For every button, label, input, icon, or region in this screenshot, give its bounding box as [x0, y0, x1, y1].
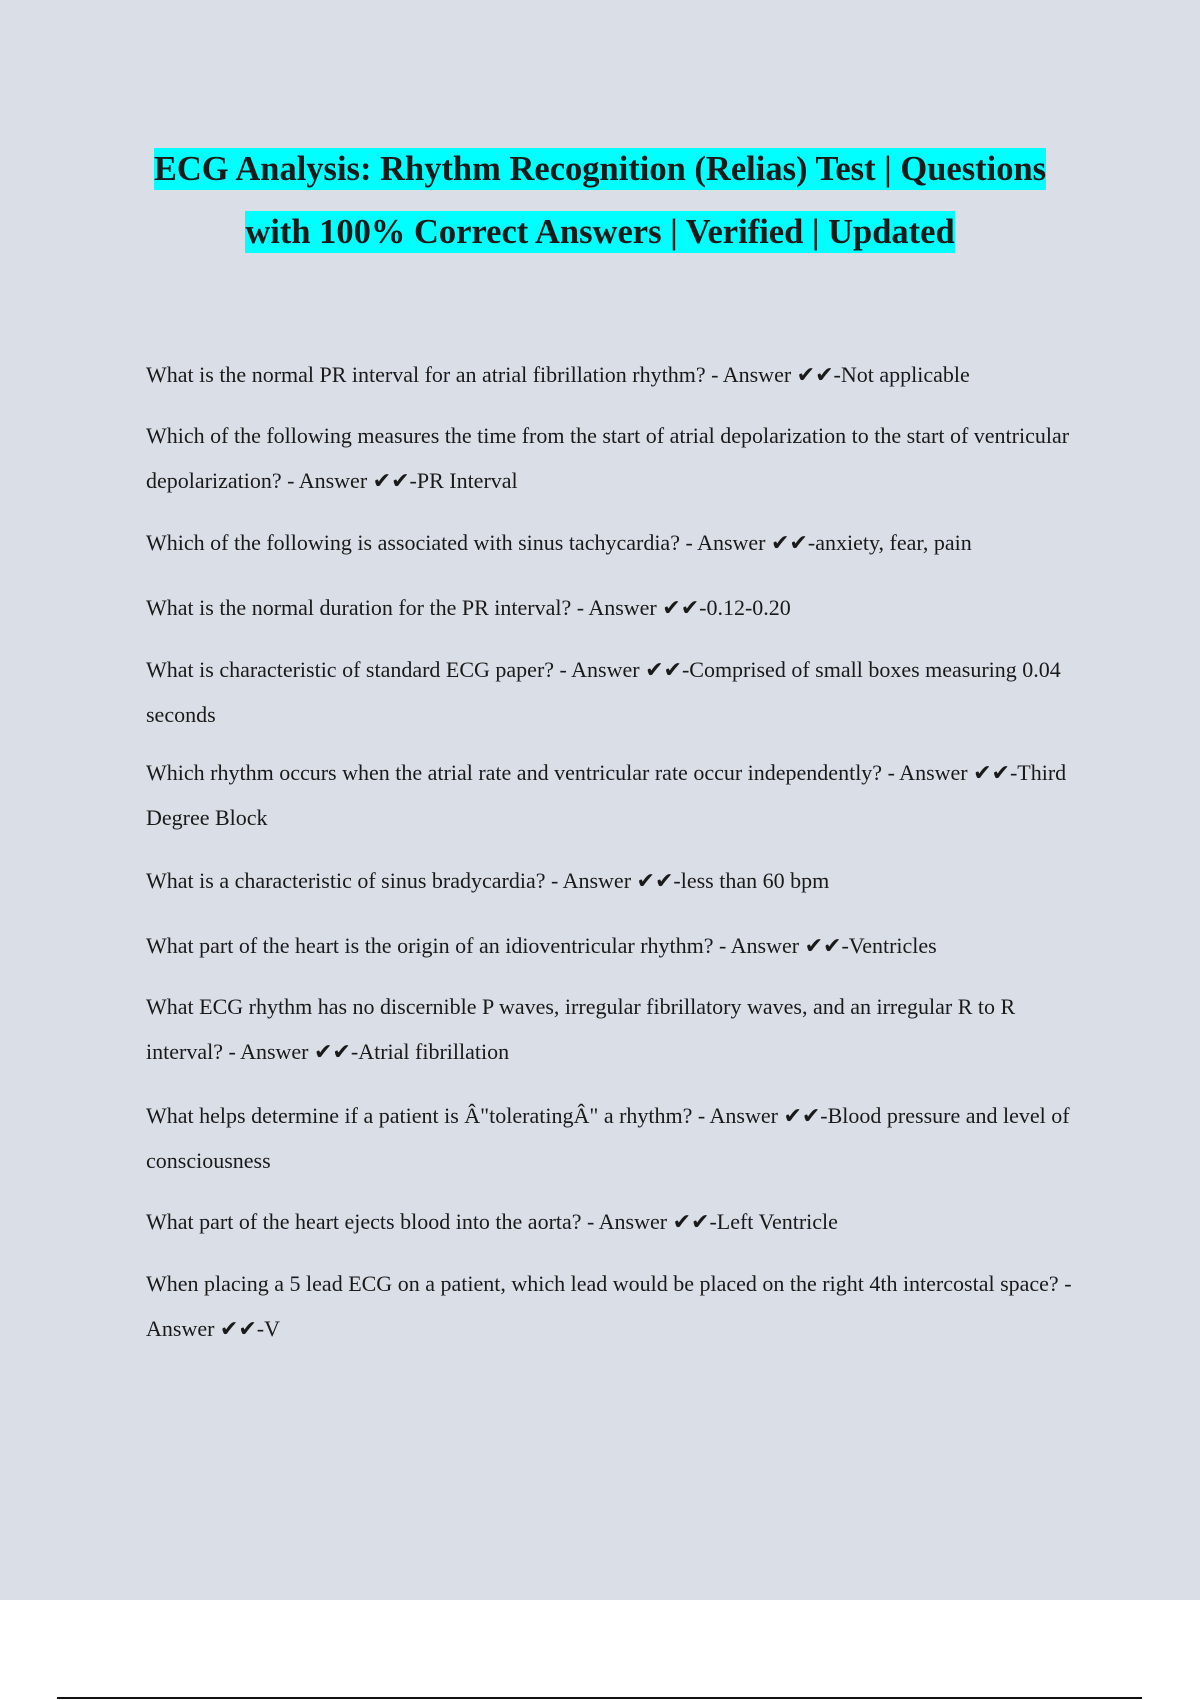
qa-item: When placing a 5 lead ECG on a patient, which lead would be placed on the right 4th intercostal space? - Answer ✔✔-V [146, 1271, 1072, 1341]
qa-item: What part of the heart is the origin of an idioventricular rhythm? - Answer ✔✔-Ventricles [146, 933, 937, 958]
qa-item: Which rhythm occurs when the atrial rate and ventricular rate occur independently? - Answer ✔✔-Third Degree Block [146, 760, 1067, 830]
title-line-2: with 100% Correct Answers | Verified | Updated [245, 213, 955, 251]
qa-item: What is characteristic of standard ECG paper? - Answer ✔✔-Comprised of small boxes measuring 0.04 seconds [146, 657, 1061, 727]
qa-item: What is the normal duration for the PR interval? - Answer ✔✔-0.12-0.20 [146, 595, 791, 620]
footer-rule [57, 1697, 1142, 1699]
qa-item: What helps determine if a patient is Â"toleratingÂ" a rhythm? - Answer ✔✔-Blood pressure and level of consciousness [146, 1103, 1070, 1173]
qa-item: What part of the heart ejects blood into the aorta? - Answer ✔✔-Left Ventricle [146, 1209, 838, 1234]
qa-item: What is the normal PR interval for an atrial fibrillation rhythm? - Answer ✔✔-Not applicable [146, 362, 970, 387]
document-title [120, 138, 1080, 264]
qa-item: Which of the following measures the time from the start of atrial depolarization to the start of ventricular depolarization? - Answer ✔✔-PR Interval [146, 423, 1070, 493]
qa-item: Which of the following is associated with sinus tachycardia? - Answer ✔✔-anxiety, fear, pain [146, 530, 972, 555]
title-line-1: ECG Analysis: Rhythm Recognition (Relias) Test | Questions [153, 150, 1047, 188]
qa-item: What is a characteristic of sinus bradycardia? - Answer ✔✔-less than 60 bpm [146, 868, 830, 893]
qa-item: What ECG rhythm has no discernible P waves, irregular fibrillatory waves, and an irregular R to R interval? - Answer ✔✔-Atrial fibrillation [146, 994, 1016, 1064]
